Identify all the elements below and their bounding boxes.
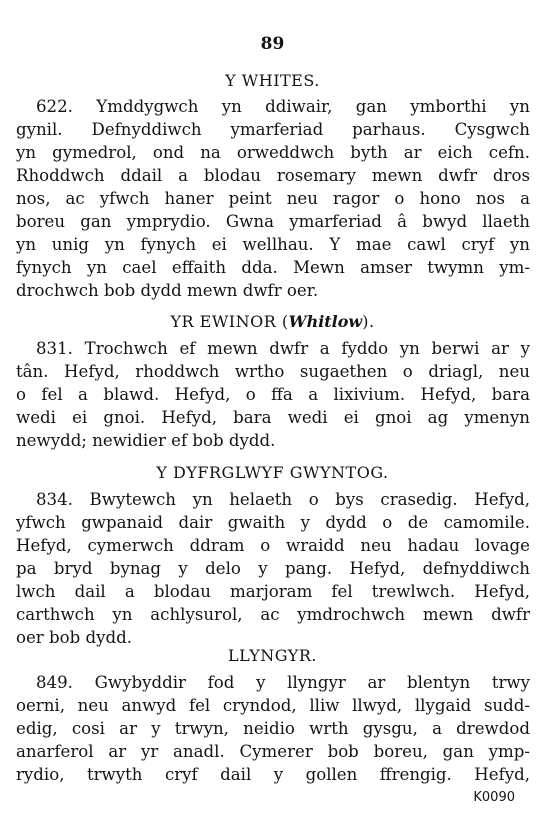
paragraph-line: tân. Hefyd, rhoddwch wrtho sugaethen o driagl, neu (16, 362, 530, 381)
section-heading-ewinor (0, 311, 545, 333)
paragraph-line: oer bob dydd. (16, 628, 133, 647)
heading-italic-text: Whitlow (288, 312, 363, 331)
paragraph-line: lwch dail a blodau marjoram fel trewlwch. Hefyd, (16, 582, 530, 601)
section-heading-dyfrglwyf: Y DYFRGLWYF GWYNTOG. (156, 463, 389, 482)
paragraph-line: fynych yn cael effaith dda. Mewn amser twymn ym- (16, 258, 530, 277)
paragraph-line: 622. Ymddygwch yn ddiwair, gan ymborthi yn (36, 97, 530, 116)
paragraph-line: boreu gan ymprydio. Gwna ymarferiad â bwyd llaeth (16, 212, 530, 231)
section-heading-llyngyr: LLYNGYR. (228, 646, 317, 665)
paragraph-line: 831. Trochwch ef mewn dwfr a fyddo yn berwi ar y (36, 339, 530, 358)
paragraph-line: anarferol ar yr anadl. Cymerer bob boreu, gan ymp- (16, 742, 530, 761)
paragraph-line: drochwch bob dydd mewn dwfr oer. (16, 281, 319, 300)
paragraph-line: yfwch gwpanaid dair gwaith y dydd o de camomile. (16, 513, 530, 532)
paragraph-line: 834. Bwytewch yn helaeth o bys crasedig. Hefyd, (36, 490, 530, 509)
paragraph-line: wedi ei gnoi. Hefyd, bara wedi ei gnoi ag ymenyn (16, 408, 530, 427)
paragraph-line: Rhoddwch ddail a blodau rosemary mewn dwfr dros (16, 166, 530, 185)
paragraph-line: 849. Gwybyddir fod y llyngyr ar blentyn trwy (36, 673, 530, 692)
paragraph-line: edig, cosi ar y trwyn, neidio wrth gysgu, a drewdod (16, 719, 530, 738)
paragraph-line: Hefyd, cymerwch ddram o wraidd neu hadau lovage (16, 536, 530, 555)
paragraph-line: o fel a blawd. Hefyd, o ffa a lixivium. Hefyd, bara (16, 385, 530, 404)
heading-text: YR EWINOR ( (170, 312, 289, 331)
paragraph-line: oerni, neu anwyd fel cryndod, lliw llwyd, llygaid sudd- (16, 696, 530, 715)
paragraph-line: yn gymedrol, ond na orweddwch byth ar eich cefn. (16, 143, 530, 162)
page-code: K0090 (473, 790, 515, 805)
paragraph-line: nos, ac yfwch haner peint neu ragor o hono nos a (16, 189, 530, 208)
paragraph-line: carthwch yn achlysurol, ac ymdrochwch mewn dwfr (16, 605, 530, 624)
heading-suffix: ). (362, 312, 375, 331)
paragraph-line: rydio, trwyth cryf dail y gollen ffrengig. Hefyd, (16, 765, 530, 784)
paragraph-line: newydd; newidier ef bob dydd. (16, 431, 276, 450)
paragraph-line: yn unig yn fynych ei wellhau. Y mae cawl cryf yn (16, 235, 530, 254)
paragraph-line: gynil. Defnyddiwch ymarferiad parhaus. Cysgwch (16, 120, 530, 139)
section-heading-whites: Y WHITES. (225, 71, 320, 90)
page-number: 89 (260, 34, 285, 54)
paragraph-line: pa bryd bynag y delo y pang. Hefyd, defnyddiwch (16, 559, 530, 578)
